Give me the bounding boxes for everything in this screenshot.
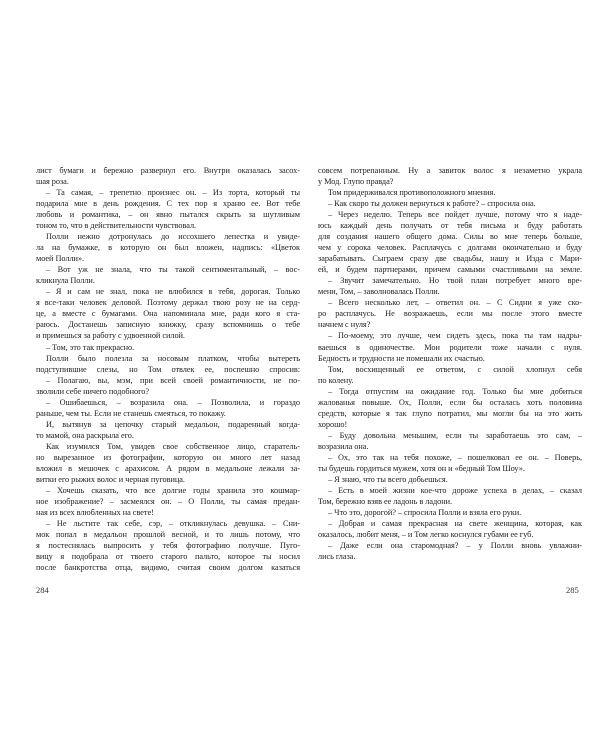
text-line: кликнула Полли. bbox=[36, 276, 95, 286]
text-line: моей Полли». bbox=[36, 254, 85, 264]
text-line: любовь и романтика, – он явно пытался скрыть за шутливым bbox=[36, 210, 300, 220]
text-line: юсь каждый день получать от тебя письма и буду работать bbox=[318, 221, 582, 231]
text-line: и примешься за работу с удвоенной силой. bbox=[36, 331, 185, 341]
text-line: – Даже если она старомодная? – у Полли вновь увлажни- bbox=[328, 541, 582, 551]
left-page-number: 284 bbox=[36, 585, 49, 595]
text-line: – Что это, дорогой? – спросила Полли и взяла его руки. bbox=[328, 507, 522, 517]
text-line: мок попал в медальон прошлой весной, и то лишь потому, что bbox=[36, 530, 300, 540]
text-line: Полли было полезла за носовым платком, чтобы вытереть bbox=[46, 353, 300, 363]
text-line: ное изображение? – засмеялся он. – О Полли, ты самая предан- bbox=[36, 496, 300, 506]
text-line: – Ошибаешься, – возразила она. – Позволила, и гораздо bbox=[46, 397, 300, 407]
text-line: – Как скоро ты должен вернуться к работе? – спросила она. bbox=[328, 199, 536, 209]
text-line: – Та самая, – трепетно произнес он. – Из торта, который ты bbox=[46, 188, 300, 198]
text-line: Том, восхищенный ее ответом, с силой хлопнул себя bbox=[328, 364, 582, 374]
text-line: раньше, чем ты. Если не станешь смеяться, то покажу. bbox=[36, 408, 226, 418]
text-line: подарила мне в день рождения. С тех пор я храню ее. Вот тебе bbox=[36, 199, 300, 209]
text-line: – Тогда отпустим на ожидание год. Только бы мне добиться bbox=[328, 386, 582, 396]
text-line: – Я и сам не знал, пока не влюбился в тебя, дорогая. Только bbox=[46, 287, 300, 297]
text-line: – Звучит замечательно. Но твой план потребует много вре- bbox=[328, 276, 582, 286]
text-line: подступившие слезы, но Том отвлек ее, поспешно спросив: bbox=[36, 364, 300, 374]
text-line: после банкротства отца, видимо, считая своим долгом казаться bbox=[36, 563, 300, 573]
text-line: ная из всех влюбленных на свете! bbox=[36, 507, 154, 517]
text-line: шая роза. bbox=[36, 177, 69, 187]
text-line: – Ох, это так на тебя похоже, – пошелковал ее он. – Поверь, bbox=[328, 452, 582, 462]
text-line: мени, Том, – заволновалась Полли. bbox=[318, 287, 440, 297]
right-page-text bbox=[318, 165, 582, 562]
text-line: хорошо! bbox=[318, 419, 348, 429]
text-line: И, вытянув за цепочку старый медальон, подаренный когда- bbox=[46, 419, 300, 429]
text-line: витки его рыжих волос и черная пуговица. bbox=[36, 474, 185, 484]
text-line: – Всего несколько лет, – ответил он. – С Сидни я уже ско- bbox=[328, 298, 582, 308]
text-line: – Добрая и самая прекрасная на свете женщина, которая, как bbox=[328, 519, 582, 528]
text-line: раюсь. Достанешь записную книжку, сразу вспомнишь о тебе bbox=[36, 320, 300, 330]
text-line: – Есть в моей жизни кое-что дороже успеха в делах, – сказал bbox=[328, 485, 582, 495]
text-line: – По-моему, это лучше, чем сидеть здесь, пока ты там надры- bbox=[328, 331, 582, 341]
text-line: но вырезанное из фотографии, которую он много лет назад bbox=[36, 452, 300, 462]
text-line: – Полагаю, вы, мэм, при всей своей романтичности, не по- bbox=[46, 375, 300, 385]
text-line: жалованья повыше. Ох, Полли, если бы осталась хоть половина bbox=[318, 397, 582, 407]
text-line: я постеснялась выпросить у тебя фотографию получше. Пуго- bbox=[36, 541, 300, 551]
text-line: по колену. bbox=[318, 375, 354, 385]
text-line: тоном то, что в действительности чувствовал. bbox=[36, 221, 197, 231]
text-line: вложил в мешочек с арахисом. А рядом в медальоне лежали за- bbox=[36, 463, 300, 473]
right-page-number: 285 bbox=[566, 585, 579, 595]
text-line: лист бумаги и бережно развернул его. Внутри оказалась засох- bbox=[36, 166, 300, 175]
text-line: средств, которые я так глупо потратил, мы могли бы на это жить bbox=[318, 408, 582, 418]
text-line: ты будешь гордиться мужем, хотя он и «бедный Том Шоу». bbox=[318, 463, 525, 473]
text-line: вицу я подобрала от твоего старого пальто, которое ты носил bbox=[36, 552, 300, 562]
text-line: Том придерживался противоположного мнения. bbox=[328, 188, 496, 198]
text-line: чем у сорока человек. Расплачусь с долгами окончательно и буду bbox=[318, 243, 582, 253]
text-line: Том, бережно взяв ее ладонь в ладони. bbox=[318, 496, 453, 506]
text-line: у Мод. Глупо правда? bbox=[318, 177, 394, 187]
text-line: для создания нашего общего дома. Силы во мне теперь больше, bbox=[318, 232, 582, 242]
text-line: ла на бумажке, в которую он был вложен, надпись: «Цветок bbox=[36, 243, 300, 253]
text-line: оказалось, любит меня, – и Том легко коснулся губами ее губ. bbox=[318, 530, 534, 540]
text-line: Как изумился Том, увидев свое собственное лицо, старатель- bbox=[46, 441, 300, 451]
text-line: – Буду довольна меньшим, если ты заработаешь это сам, – bbox=[328, 430, 582, 440]
text-line: зарабатывать. Сыграем сразу две свадьбы, нашу и Издa с Мари- bbox=[318, 254, 582, 264]
text-line: я все-таки человек деловой. Поэтому держал твою розу не на серд- bbox=[36, 298, 300, 308]
left-page-text bbox=[36, 165, 300, 573]
text-line: начнем с нуля? bbox=[318, 320, 371, 330]
text-line: ро расплачусь. Не возражаешь, если мы после этого вместе bbox=[318, 309, 582, 319]
text-line: лись глаза. bbox=[318, 552, 356, 562]
text-line: ваешься в одиночестве. Мои родители тоже начали с нуля. bbox=[318, 342, 582, 352]
text-line: – Не льстите так себе, сэр, – откликнулась девушка. – Сни- bbox=[46, 519, 300, 528]
text-line: – Я знаю, что ты всего добьешься. bbox=[328, 474, 448, 484]
text-line: – Хочешь сказать, что все долгие годы хранила это кошмар- bbox=[46, 485, 300, 495]
text-line: совсем потрепанным. Ну а завиток волос я незаметно украла bbox=[318, 166, 582, 175]
text-line: зволили себе ничего подобного? bbox=[36, 386, 149, 396]
text-line: – Вот уж не знала, что ты такой сентиментальный, – вос- bbox=[46, 265, 300, 275]
text-line: – Через неделю. Теперь все пойдет лучше, потому что я наде- bbox=[328, 210, 582, 220]
text-line: – Том, это так прекрасно. bbox=[46, 342, 135, 352]
text-line: це, а вместе с бумагами. Она напоминала мне, ради кого я ста- bbox=[36, 309, 300, 319]
text-line: Бедность и трудности не помешали их счастью. bbox=[318, 353, 485, 363]
text-line: возразила она. bbox=[318, 441, 369, 451]
text-line: ей, и будем партнерами, причем самыми счастливыми на земле. bbox=[318, 265, 582, 275]
text-line: то мамой, она раскрыла его. bbox=[36, 430, 134, 440]
text-line: Полли нежно дотронулась до иссохшего лепестка и увиде- bbox=[46, 232, 300, 242]
